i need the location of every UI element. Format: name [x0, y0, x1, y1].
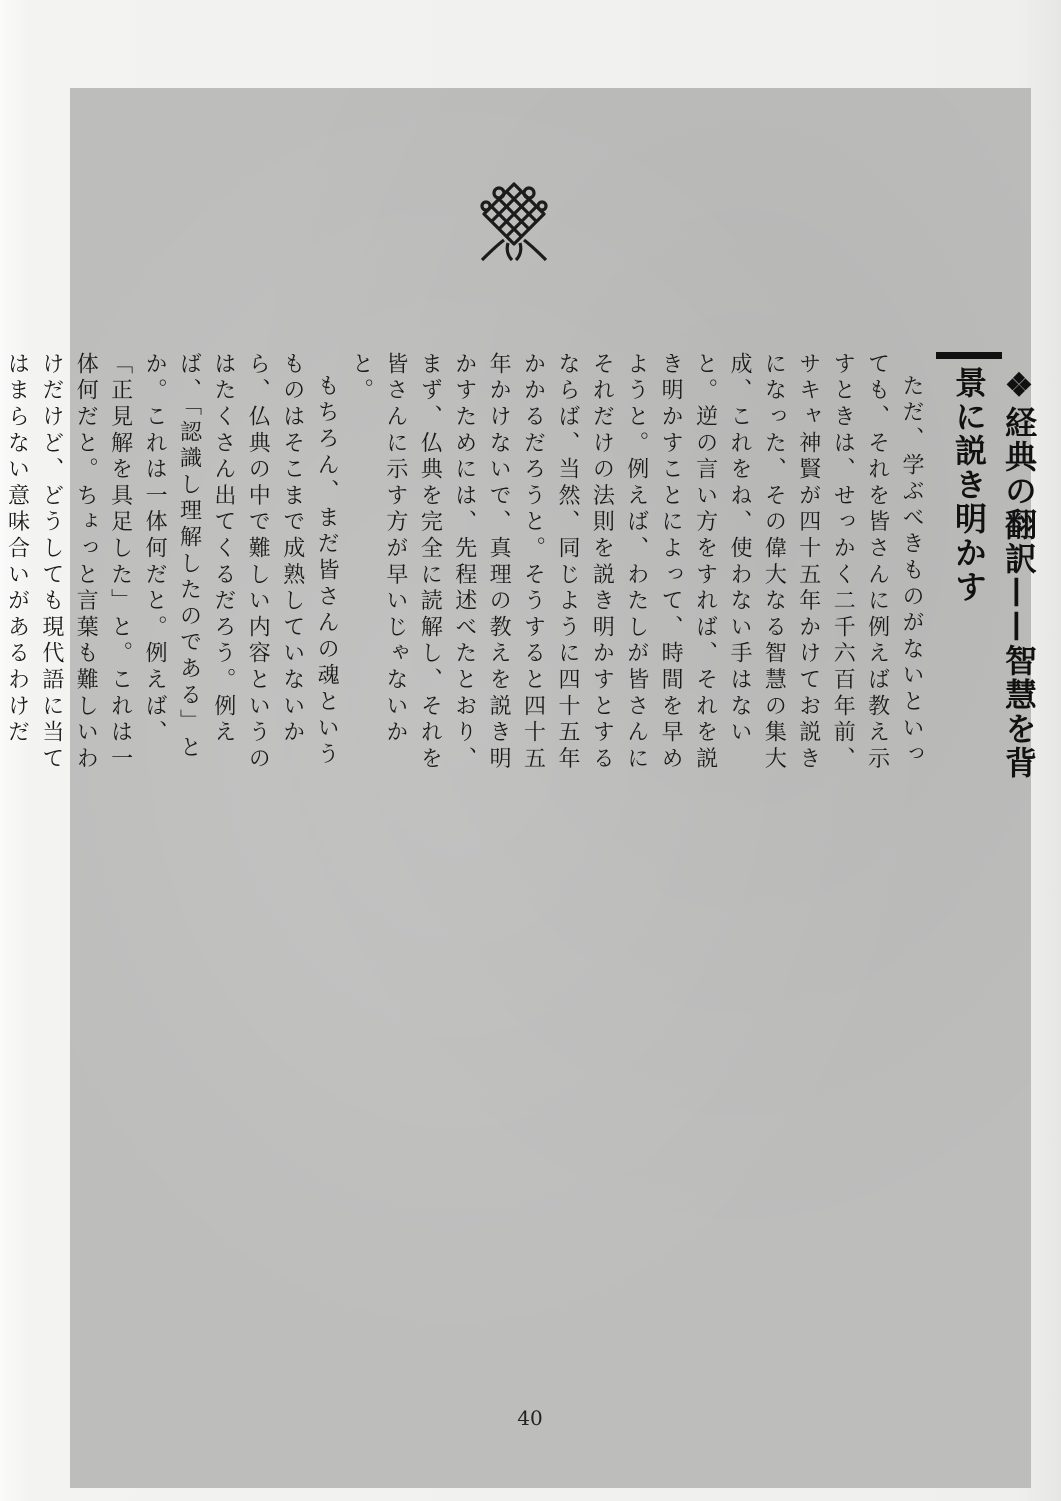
article-body: [4, 352, 1038, 784]
paragraph-2: もちろん、まだ皆さんの魂というものはそこまで成熟していないから、仏典の中で難しい内容というのはたくさん出てくるだろう。例えば、「認識し理解したのである」とか。これは一体何だと。例えば、「正見解を具足した」と。これは一体何だと。ちょっと言葉も難しいわけだけど、どうしても現代語に当てはまらない意味合いがあるわけだ: [4, 352, 340, 773]
endless-knot-icon: [478, 180, 550, 262]
page-panel: [70, 88, 1031, 1488]
heading-title: 経典の翻訳——智慧を背景に説き明かす: [950, 366, 1038, 780]
body-text: [0, 352, 928, 784]
heading-rule: [936, 352, 1002, 359]
page-number: 40: [517, 1406, 543, 1430]
heading-title-wrap: [944, 366, 1044, 784]
paragraph-1: ただ、学ぶべきものがないといっても、それを皆さんに例えば教え示すときは、せっかく二千六百年前、サキャ神賢が四十五年かけてお説きになった、その偉大なる智慧の集大成、これをね、使わない手はないと。逆の言い方をすれば、それを説き明かすことによって、時間を早めようと。例えば、わたしが皆さんにそれだけの法則を説き明かすとするならば、当然、同じように四十五年かかるだろうと。そうすると四十五年かけないで、真理の教えを説き明かすためには、先程述べたとおり、まず、仏典を完全に読解し、それを皆さんに示す方が早いじゃないかと。: [348, 352, 924, 773]
heading-marker-icon: ❖: [1000, 366, 1038, 406]
